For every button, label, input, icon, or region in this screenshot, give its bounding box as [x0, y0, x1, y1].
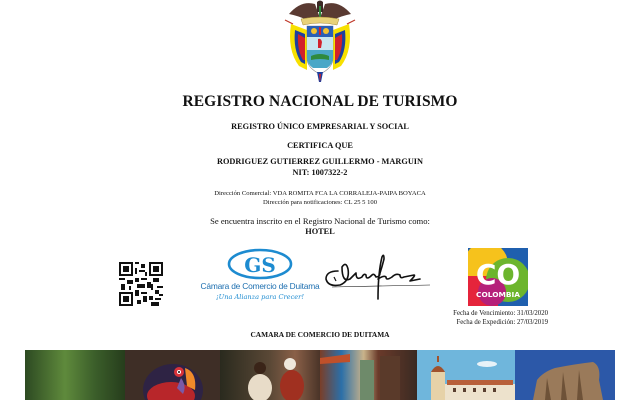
- jungle-photo: [25, 350, 125, 400]
- tourism-photo-strip: [25, 350, 615, 400]
- colonial-street-photo: [320, 350, 417, 400]
- indigenous-people-photo: [220, 350, 320, 400]
- svg-text:CO: CO: [475, 258, 521, 291]
- rock-formation-photo: [515, 350, 615, 400]
- chamber-slogan: ¡Una Alianza para Crecer!: [216, 293, 304, 301]
- registry-subtitle: REGISTRO ÚNICO EMPRESARIAL Y SOCIAL: [231, 122, 409, 131]
- issuer-footer: CAMARA DE COMERCIO DE DUITAMA: [250, 330, 390, 339]
- colombia-coat-of-arms-icon: [281, 0, 359, 82]
- chamber-name: Cámara de Comercio de Duitama: [200, 281, 320, 291]
- holder-name: RODRIGUEZ GUTIERREZ GUILLERMO - MARGUIN: [216, 157, 424, 166]
- condor-bird-photo: [125, 350, 220, 400]
- issue-date: Fecha de Expedición: 27/03/2019: [456, 319, 548, 326]
- registration-category: HOTEL: [305, 227, 335, 236]
- svg-text:GS: GS: [244, 253, 276, 277]
- page-title: REGISTRO NACIONAL DE TURISMO: [182, 93, 458, 110]
- signature: [320, 249, 440, 309]
- colombia-country-brand-logo: [468, 248, 528, 306]
- certifies-heading: CERTIFICA QUE: [287, 141, 353, 150]
- svg-text:COLOMBIA: COLOMBIA: [476, 290, 520, 299]
- qr-code[interactable]: [119, 262, 163, 306]
- ccd-emblem-icon: [227, 248, 293, 281]
- chamber-of-commerce-logo: [200, 248, 320, 308]
- notification-address: Dirección para notificaciones: CL 25 5 100: [262, 199, 377, 206]
- holder-nit: NIT: 1007322-2: [292, 168, 348, 177]
- registration-statement: Se encuentra inscrito en el Registro Nacional de Turismo como:: [210, 216, 430, 226]
- expiry-date: Fecha de Vencimiento: 31/03/2020: [453, 310, 548, 317]
- commercial-address: Dirección Comercial: VDA ROMITA FCA LA CORRALEJA-PAIPA BOYACA: [214, 190, 426, 197]
- colonial-church-photo: [417, 350, 515, 400]
